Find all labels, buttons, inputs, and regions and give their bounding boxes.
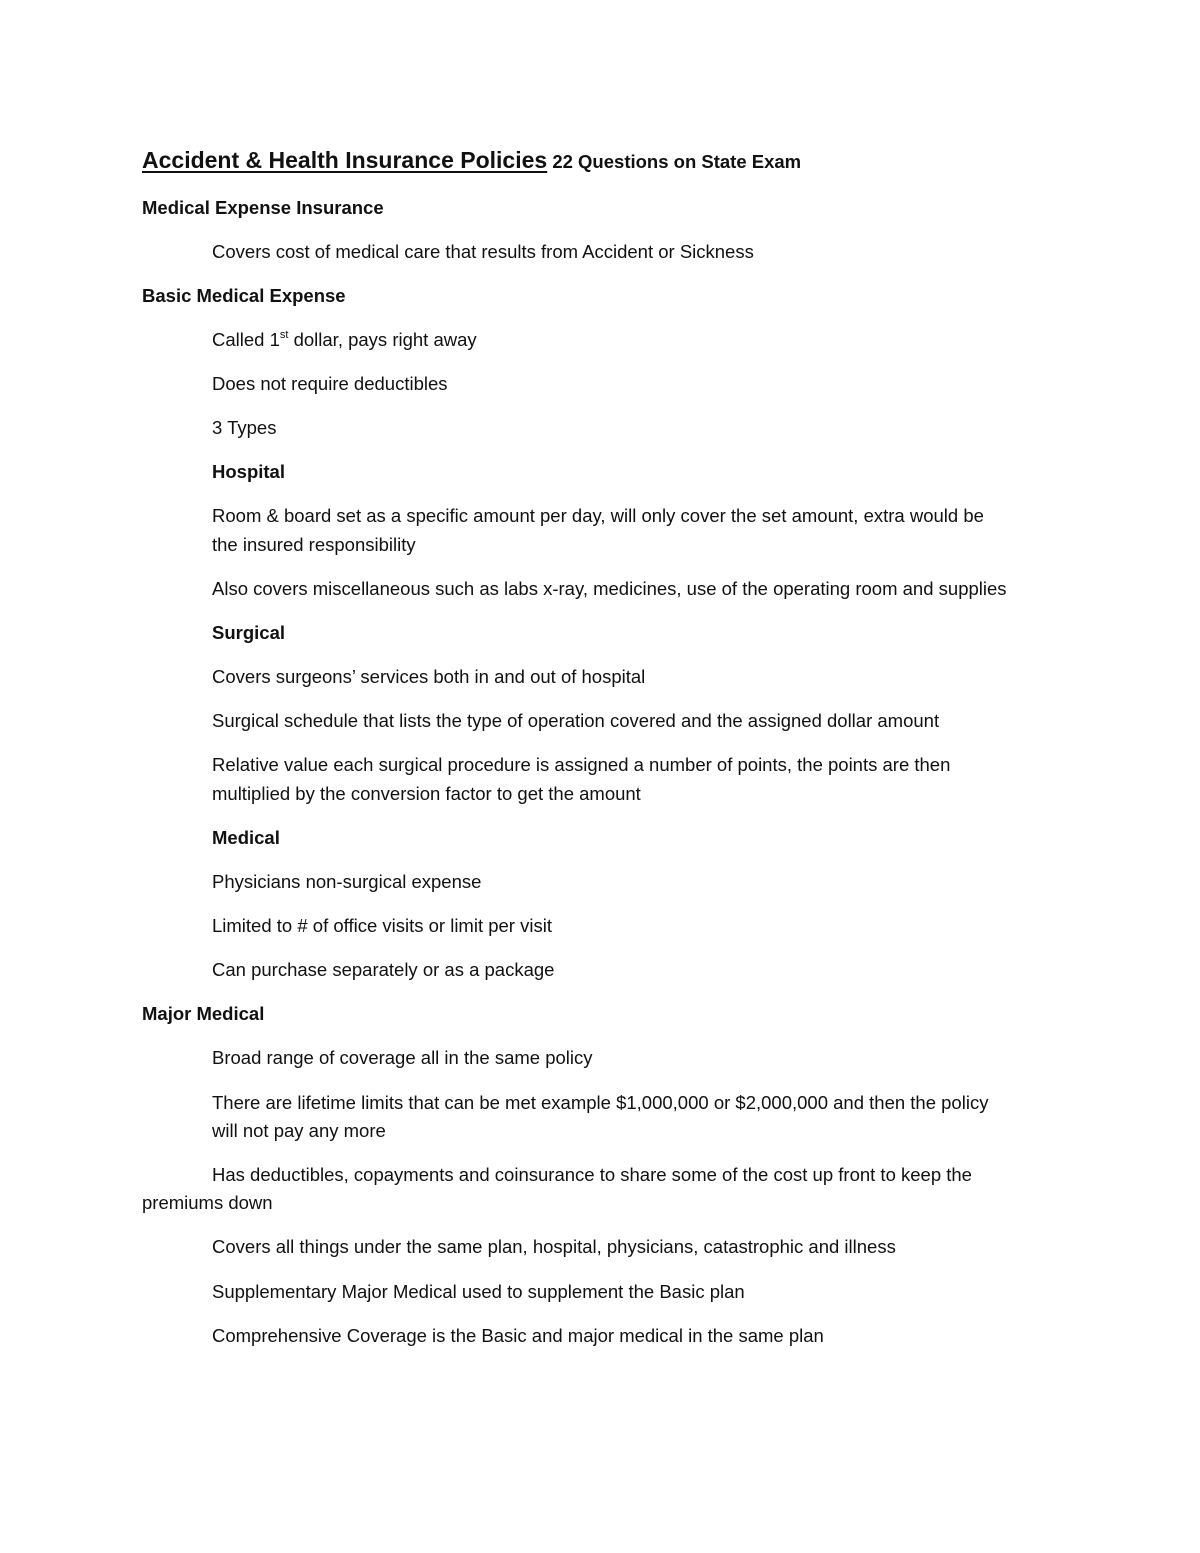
- text-surgeons-services: Covers surgeons’ services both in and out of hospital: [212, 666, 646, 687]
- text-surgical-schedule: Surgical schedule that lists the type of operation covered and the assigned dollar amount: [212, 710, 940, 731]
- text-deductibles-line1: Has deductibles, copayments and coinsurance to share some of the cost up front to keep the: [212, 1164, 972, 1185]
- heading-hospital: Hospital: [212, 461, 285, 482]
- text-three-types: 3 Types: [212, 417, 277, 438]
- text-room-board-line2: the insured responsibility: [212, 534, 416, 555]
- text-called-first-dollar: [212, 326, 477, 354]
- heading-medical: Medical: [212, 827, 280, 848]
- document-title: [142, 146, 801, 176]
- text-lifetime-limits-line1: There are lifetime limits that can be met example $1,000,000 or $2,000,000 and then the policy: [212, 1092, 989, 1113]
- text-room-board-line1: Room & board set as a specific amount per day, will only cover the set amount, extra would be: [212, 505, 984, 526]
- heading-medical-expense-insurance: Medical Expense Insurance: [142, 197, 384, 218]
- text-supplementary: Supplementary Major Medical used to supplement the Basic plan: [212, 1281, 745, 1302]
- text-lifetime-limits-line2: will not pay any more: [212, 1120, 386, 1141]
- text-covers-all: Covers all things under the same plan, hospital, physicians, catastrophic and illness: [212, 1236, 896, 1257]
- title-subtitle: 22 Questions on State Exam: [552, 151, 802, 172]
- text-relative-value-line1: Relative value each surgical procedure is assigned a number of points, the points are then: [212, 754, 951, 775]
- heading-basic-medical-expense: Basic Medical Expense: [142, 285, 346, 306]
- called-post: dollar, pays right away: [288, 329, 477, 350]
- heading-major-medical: Major Medical: [142, 1003, 265, 1024]
- text-broad-range: Broad range of coverage all in the same policy: [212, 1047, 593, 1068]
- text-deductibles-line2: premiums down: [142, 1192, 273, 1213]
- called-sup: st: [279, 328, 289, 341]
- text-purchase-separately: Can purchase separately or as a package: [212, 959, 555, 980]
- text-covers-cost: Covers cost of medical care that results from Accident or Sickness: [212, 241, 754, 262]
- heading-surgical: Surgical: [212, 622, 285, 643]
- text-no-deductibles: Does not require deductibles: [212, 373, 448, 394]
- called-pre: Called 1: [212, 329, 280, 350]
- title-main: Accident & Health Insurance Policies: [142, 147, 548, 173]
- text-misc-coverage: Also covers miscellaneous such as labs x-ray, medicines, use of the operating room and supplies: [212, 578, 1007, 599]
- text-limited-visits: Limited to # of office visits or limit per visit: [212, 915, 552, 936]
- text-physicians: Physicians non-surgical expense: [212, 871, 482, 892]
- text-relative-value-line2: multiplied by the conversion factor to get the amount: [212, 783, 641, 804]
- text-comprehensive: Comprehensive Coverage is the Basic and major medical in the same plan: [212, 1325, 824, 1346]
